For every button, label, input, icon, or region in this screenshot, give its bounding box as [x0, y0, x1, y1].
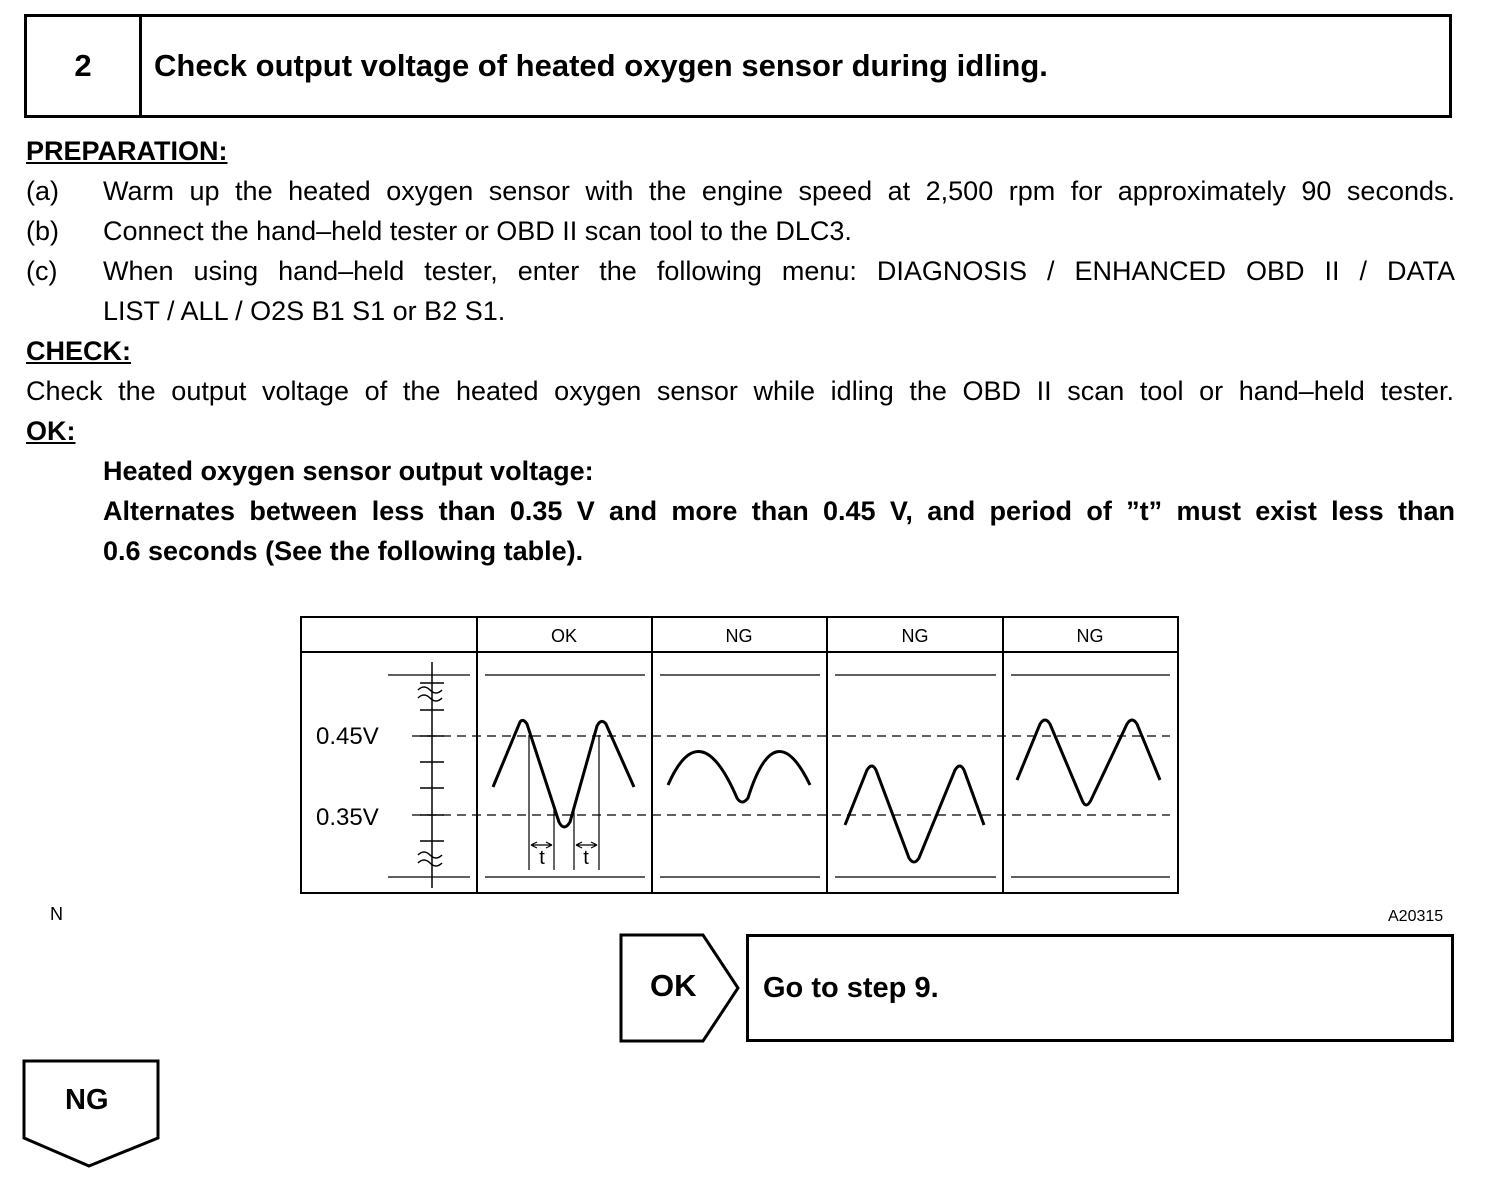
- threshold-dashed-lines: [412, 736, 1170, 815]
- figure-id: A20315: [1388, 908, 1444, 925]
- ok-heading: OK:: [26, 416, 76, 446]
- ok-spec-line3: 0.6 seconds (See the following table).: [103, 536, 584, 566]
- ng-waveform-1: [668, 751, 810, 802]
- reference-lines: [388, 675, 1170, 877]
- step-number: 2: [27, 17, 142, 115]
- label-045v: 0.45V: [316, 723, 379, 750]
- step-title: Check output voltage of heated oxygen sensor during idling.: [154, 48, 1048, 83]
- figure-corner-mark: N: [50, 904, 63, 924]
- prep-item-a-text: Warm up the heated oxygen sensor with the engine speed at 2,500 rpm for approximately 90 seconds.: [103, 176, 1455, 206]
- column-header-ok: OK: [550, 626, 578, 646]
- prep-item-c-text-continued: LIST / ALL / O2S B1 S1 or B2 S1.: [103, 296, 506, 326]
- check-heading: CHECK:: [26, 336, 131, 366]
- ok-spec-line2: Alternates between less than 0.35 V and more than 0.45 V, and period of ”t” must exist less than: [103, 496, 1455, 526]
- prep-item-b-text: Connect the hand–held tester or OBD II scan tool to the DLC3.: [103, 216, 852, 246]
- ng-waveform-2: [845, 766, 984, 862]
- ng-waveform-3: [1017, 720, 1160, 805]
- axis-break-top-icon: [418, 687, 442, 701]
- column-header-ng-3: NG: [1076, 626, 1104, 646]
- preparation-heading: PREPARATION:: [26, 136, 228, 166]
- ok-result-box: [746, 934, 1454, 1042]
- prep-item-c-label: (c): [26, 256, 58, 286]
- ok-flow-label: OK: [650, 968, 697, 1003]
- ng-flow-label: NG: [65, 1084, 109, 1116]
- prep-item-c-text: When using hand–held tester, enter the following menu: DIAGNOSIS / ENHANCED OBD II / DATA: [103, 256, 1455, 286]
- column-header-ng-2: NG: [901, 626, 929, 646]
- period-label-1: t: [539, 847, 545, 869]
- label-035v: 0.35V: [316, 804, 379, 831]
- prep-item-b-label: (b): [26, 216, 59, 246]
- prep-item-a-label: (a): [26, 176, 59, 206]
- ok-spec-line1: Heated oxygen sensor output voltage:: [103, 456, 594, 486]
- check-text: Check the output voltage of the heated oxygen sensor while idling the OBD II scan tool or hand–held tester.: [26, 376, 1454, 406]
- column-header-ng-1: NG: [725, 626, 753, 646]
- period-label-2: t: [583, 847, 589, 869]
- ok-result-text: Go to step 9.: [763, 971, 939, 1004]
- voltage-axis: [418, 662, 444, 888]
- axis-break-bottom-icon: [418, 852, 442, 866]
